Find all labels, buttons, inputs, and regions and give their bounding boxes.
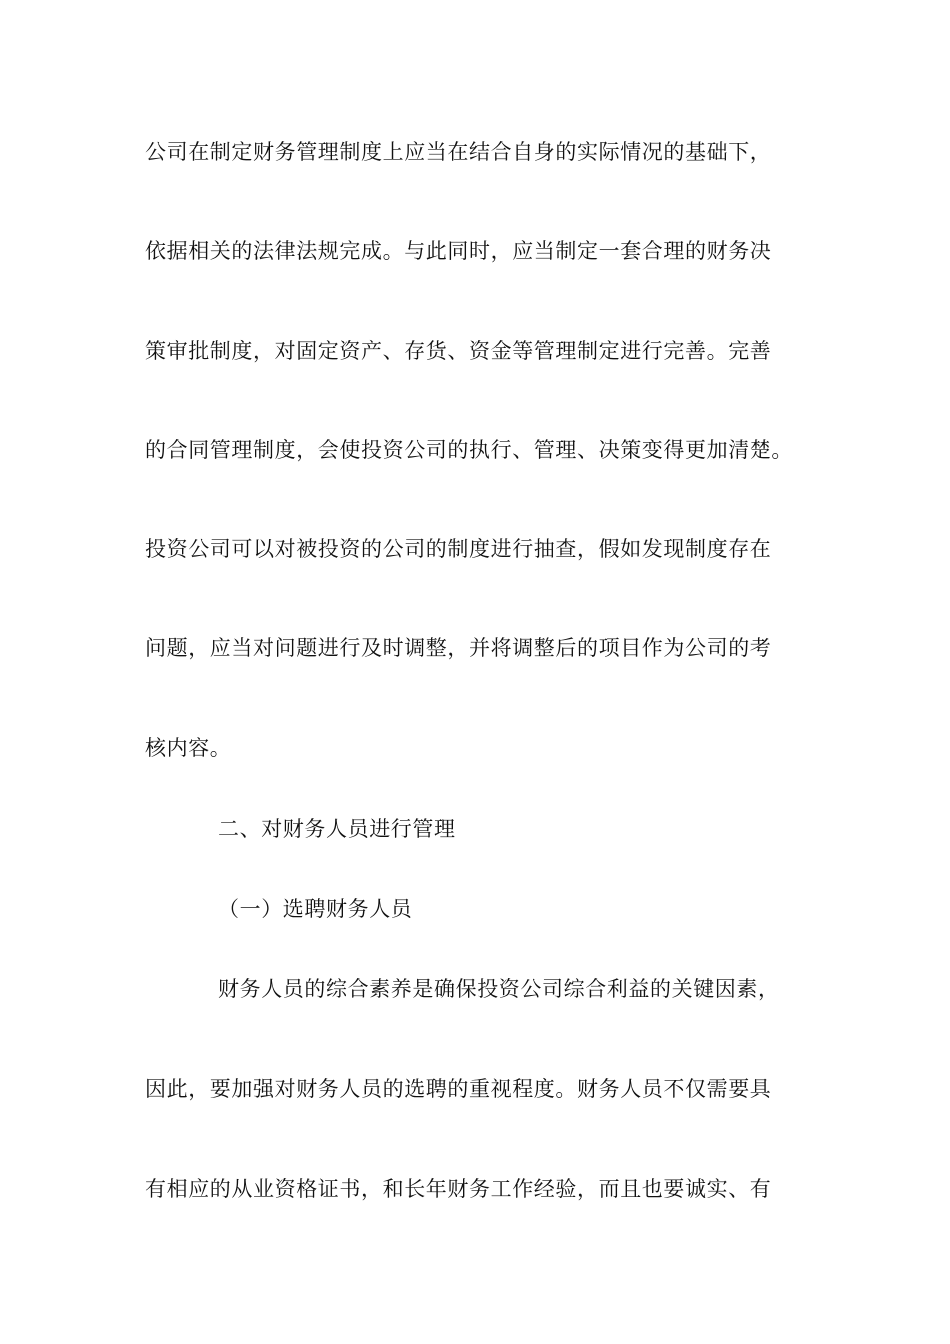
subsection-heading: （一）选聘财务人员 <box>218 897 413 921</box>
paragraph-2-line-2: 因此，要加强对财务人员的选聘的重视程度。财务人员不仅需要具 <box>145 1077 772 1101</box>
paragraph-1-line-7: 核内容。 <box>145 736 232 760</box>
paragraph-2-line-1: 财务人员的综合素养是确保投资公司综合利益的关键因素， <box>218 977 780 1001</box>
section-heading: 二、对财务人员进行管理 <box>218 817 456 841</box>
paragraph-2-line-3: 有相应的从业资格证书，和长年财务工作经验，而且也要诚实、有 <box>145 1177 772 1201</box>
paragraph-1-line-3: 策审批制度，对固定资产、存货、资金等管理制定进行完善。完善 <box>145 339 772 363</box>
paragraph-1-line-1: 公司在制定财务管理制度上应当在结合自身的实际情况的基础下， <box>145 140 772 164</box>
paragraph-1-line-2: 依据相关的法律法规完成。与此同时，应当制定一套合理的财务决 <box>145 239 772 263</box>
paragraph-1-line-5: 投资公司可以对被投资的公司的制度进行抽查，假如发现制度存在 <box>145 537 772 561</box>
paragraph-1-line-4: 的合同管理制度，会使投资公司的执行、管理、决策变得更加清楚。 <box>145 438 793 462</box>
paragraph-1-line-6: 问题，应当对问题进行及时调整，并将调整后的项目作为公司的考 <box>145 636 772 660</box>
